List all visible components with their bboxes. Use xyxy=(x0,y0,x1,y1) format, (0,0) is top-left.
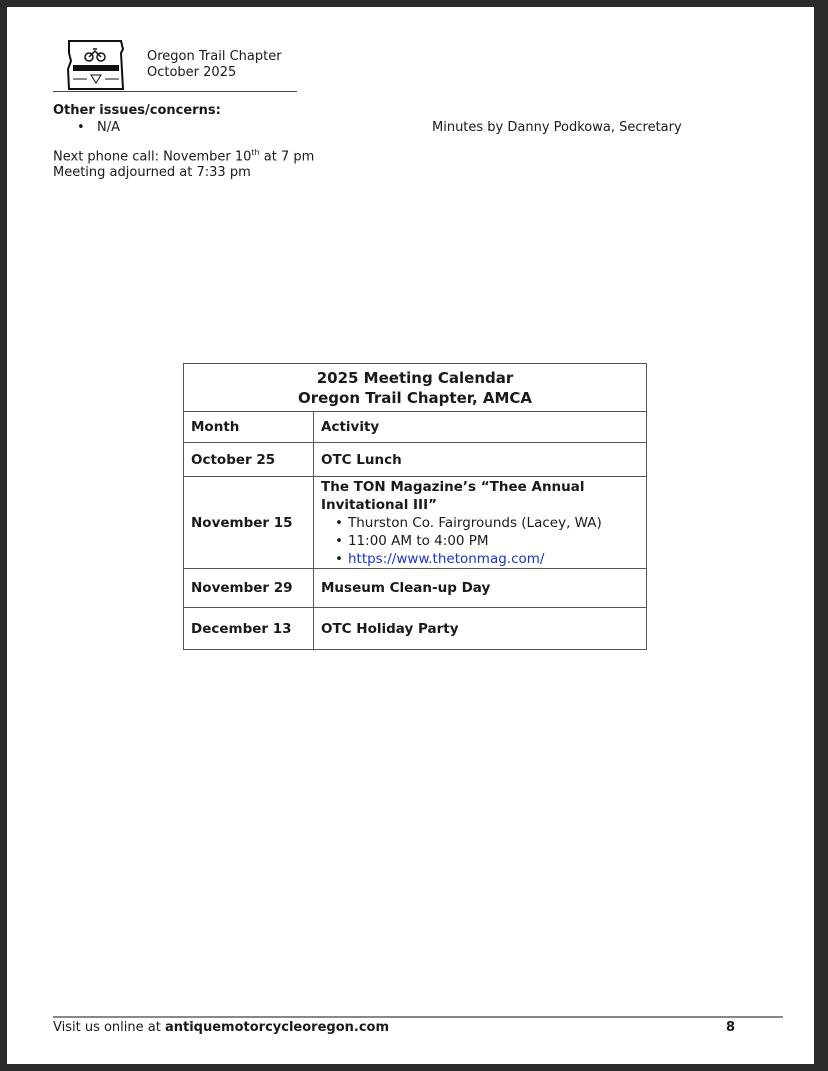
activity-cell: Museum Clean-up Day xyxy=(314,569,647,608)
footer-website-link[interactable]: antiquemotorcycleoregon.com xyxy=(164,1020,390,1035)
activity-cell: OTC Holiday Party xyxy=(314,608,647,650)
activity-details xyxy=(321,514,639,568)
table-row xyxy=(184,477,647,569)
table-row xyxy=(184,608,647,650)
minutes-credit: Minutes by Danny Podkowa, Secretary xyxy=(432,120,682,135)
footer-visit: Visit us online at antiquemotorcycleoregon.com xyxy=(53,1020,390,1035)
month-cell: December 13 xyxy=(184,608,314,650)
month-cell: November 29 xyxy=(184,569,314,608)
footer-divider xyxy=(53,1016,783,1018)
next-phone-call: Next phone call: November 10th at 7 pm xyxy=(53,148,315,165)
page-header xyxy=(53,39,297,95)
chapter-name: Oregon Trail Chapter xyxy=(147,49,282,64)
activity-cell: OTC Lunch xyxy=(314,443,647,477)
table-row xyxy=(184,569,647,608)
bullet-icon: • xyxy=(77,120,85,135)
header-text xyxy=(147,49,282,81)
oregon-chapter-logo-icon xyxy=(65,39,127,91)
table-header-row xyxy=(184,412,647,443)
detail-location: • Thurston Co. Fairgrounds (Lacey, WA) xyxy=(335,514,639,532)
issues-item-text: N/A xyxy=(97,120,120,135)
ton-magazine-link[interactable]: https://www.thetonmag.com/ xyxy=(347,550,545,567)
issues-heading: Other issues/concerns: xyxy=(53,103,221,118)
activity-cell xyxy=(314,477,647,569)
meeting-adjourned: Meeting adjourned at 7:33 pm xyxy=(53,165,251,180)
table-row xyxy=(184,443,647,477)
calendar-title: 2025 Meeting Calendar Oregon Trail Chapter, AMCA xyxy=(184,364,647,412)
issue-date: October 2025 xyxy=(147,65,237,80)
document-page xyxy=(7,7,814,1064)
page-number: 8 xyxy=(726,1020,736,1035)
column-header-month: Month xyxy=(184,412,314,443)
meeting-calendar-table xyxy=(183,363,647,650)
header-divider xyxy=(53,91,297,92)
detail-time: • 11:00 AM to 4:00 PM xyxy=(335,532,639,550)
issues-list-item xyxy=(77,120,120,135)
activity-title: The TON Magazine’s “Thee Annual Invitational III” xyxy=(321,478,585,513)
column-header-activity: Activity xyxy=(314,412,647,443)
month-cell: November 15 xyxy=(184,477,314,569)
month-cell: October 25 xyxy=(184,443,314,477)
detail-link-item xyxy=(335,550,639,568)
